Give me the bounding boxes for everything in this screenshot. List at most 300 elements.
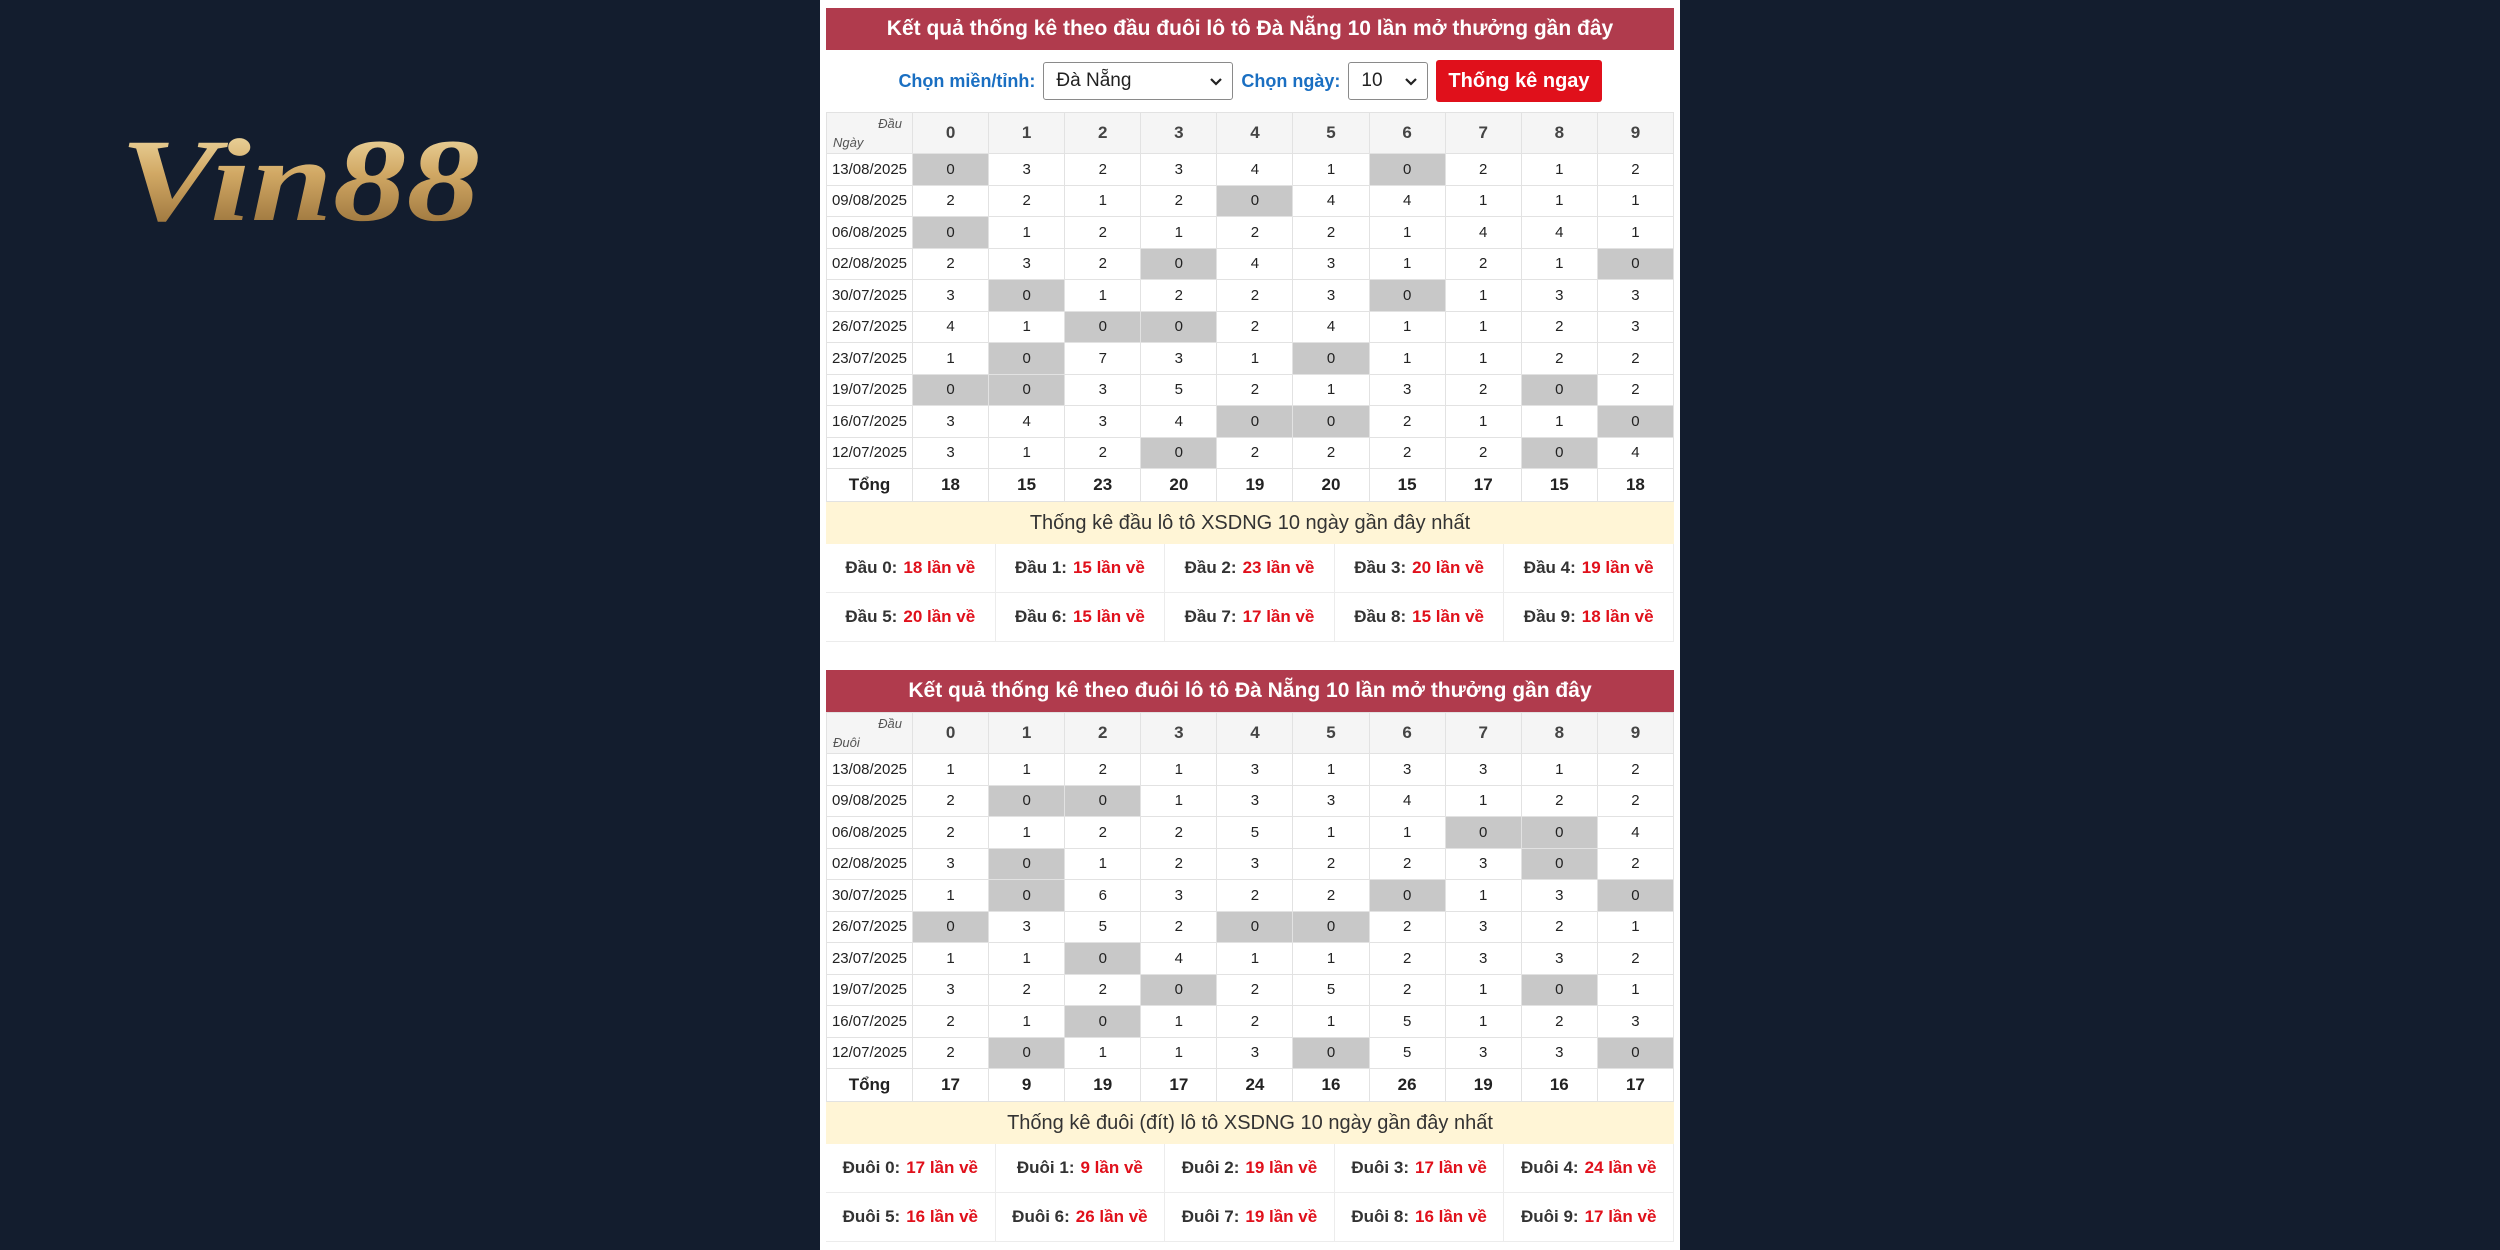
column-header: 2 [1065,113,1141,154]
count-cell: 2 [1217,311,1293,343]
summary-count: 26 lần về [1075,1207,1148,1226]
count-cell: 2 [1217,974,1293,1006]
tail-summary-title: Thống kê đuôi (đít) lô tô XSDNG 10 ngày gần đây nhất [826,1102,1674,1144]
count-cell: 1 [1141,1006,1217,1038]
summary-item [826,544,996,593]
column-header: 9 [1597,113,1673,154]
count-cell: 6 [1065,880,1141,912]
count-cell: 3 [989,154,1065,186]
count-cell: 0 [1217,406,1293,438]
count-cell: 3 [1597,280,1673,312]
column-header: 0 [913,113,989,154]
date-cell: 19/07/2025 [827,374,913,406]
summary-label: Đuôi 8: [1351,1207,1409,1226]
count-cell: 3 [1445,848,1521,880]
count-cell: 0 [1065,943,1141,975]
count-cell: 1 [1141,754,1217,786]
days-label: Chọn ngày: [1241,70,1341,91]
date-cell: 26/07/2025 [827,911,913,943]
corner-header [827,713,913,754]
count-cell: 4 [1445,217,1521,249]
count-cell: 3 [913,280,989,312]
column-header: 8 [1521,713,1597,754]
table-row [827,343,1674,375]
count-cell: 2 [1141,911,1217,943]
summary-count: 19 lần về [1245,1158,1318,1177]
summary-item [1504,1193,1674,1242]
count-cell: 1 [1445,311,1521,343]
total-cell: 17 [1445,469,1521,502]
count-cell: 2 [1141,817,1217,849]
count-cell: 3 [1521,1037,1597,1069]
total-cell: 16 [1293,1069,1369,1102]
count-cell: 1 [1445,343,1521,375]
count-cell: 1 [1065,185,1141,217]
summary-item [1335,1193,1505,1242]
summary-count: 17 lần về [1414,1158,1487,1177]
count-cell: 0 [1521,974,1597,1006]
count-cell: 4 [1521,217,1597,249]
date-cell: 30/07/2025 [827,880,913,912]
summary-label: Đầu 2: [1184,558,1237,577]
count-cell: 2 [1293,848,1369,880]
count-cell: 2 [1521,911,1597,943]
count-cell: 2 [1597,374,1673,406]
column-header: 7 [1445,713,1521,754]
count-cell: 2 [1369,406,1445,438]
date-cell: 12/07/2025 [827,437,913,469]
count-cell: 0 [913,911,989,943]
summary-item [996,1193,1166,1242]
table-row [827,911,1674,943]
summary-count: 18 lần về [1581,607,1654,626]
count-cell: 0 [913,154,989,186]
count-cell: 1 [1445,785,1521,817]
count-cell: 1 [1597,185,1673,217]
total-row [827,1069,1674,1102]
summary-label: Đuôi 2: [1181,1158,1240,1177]
count-cell: 0 [1141,311,1217,343]
province-select[interactable] [1043,62,1233,100]
count-cell: 0 [989,785,1065,817]
tail-summary-grid [826,1144,1674,1242]
column-header: 9 [1597,713,1673,754]
count-cell: 1 [1141,1037,1217,1069]
summary-label: Đầu 3: [1354,558,1407,577]
corner-bottom-label: Ngày [833,135,864,150]
summary-item [996,1144,1166,1193]
summary-count: 16 lần về [906,1207,979,1226]
count-cell: 4 [1597,817,1673,849]
count-cell: 0 [1217,185,1293,217]
count-cell: 3 [1597,1006,1673,1038]
column-header: 1 [989,713,1065,754]
count-cell: 2 [1597,154,1673,186]
table-row [827,374,1674,406]
count-cell: 0 [989,848,1065,880]
count-cell: 3 [1521,280,1597,312]
total-cell: 16 [1521,1069,1597,1102]
summary-item [1335,1144,1505,1193]
total-cell: 15 [1521,469,1597,502]
summary-label: Đuôi 9: [1520,1207,1579,1226]
date-cell: 09/08/2025 [827,185,913,217]
column-header: 4 [1217,713,1293,754]
total-label: Tổng [827,1069,913,1102]
total-cell: 18 [913,469,989,502]
count-cell: 1 [989,1006,1065,1038]
table-row [827,848,1674,880]
count-cell: 2 [1597,754,1673,786]
total-label: Tổng [827,469,913,502]
count-cell: 1 [1445,406,1521,438]
table-row [827,1006,1674,1038]
province-label: Chọn miền/tỉnh: [898,70,1036,91]
table-row [827,185,1674,217]
column-header: 1 [989,113,1065,154]
count-cell: 1 [1445,185,1521,217]
count-cell: 2 [1065,974,1141,1006]
corner-top-label: Đầu [878,716,902,731]
head-summary-grid [826,544,1674,642]
count-cell: 2 [1217,880,1293,912]
count-cell: 4 [1217,248,1293,280]
count-cell: 2 [1141,280,1217,312]
count-cell: 2 [913,185,989,217]
count-cell: 3 [913,406,989,438]
date-cell: 23/07/2025 [827,343,913,375]
total-cell: 24 [1217,1069,1293,1102]
count-cell: 2 [1445,374,1521,406]
count-cell: 0 [1521,817,1597,849]
count-cell: 0 [1369,880,1445,912]
summary-count: 20 lần về [1412,558,1484,577]
count-cell: 2 [1445,154,1521,186]
table-row [827,1037,1674,1069]
chevron-down-icon [1403,73,1419,89]
date-cell: 06/08/2025 [827,817,913,849]
table-row [827,974,1674,1006]
count-cell: 2 [1521,343,1597,375]
date-cell: 16/07/2025 [827,1006,913,1038]
count-cell: 4 [1217,154,1293,186]
summary-item [996,544,1166,593]
province-select-value: Đà Nẵng [1056,70,1132,91]
count-cell: 2 [1597,785,1673,817]
head-statistics-table [826,112,1674,502]
summary-item [1165,544,1335,593]
count-cell: 2 [1445,437,1521,469]
column-header: 5 [1293,113,1369,154]
count-cell: 0 [1445,817,1521,849]
table-row [827,754,1674,786]
count-cell: 0 [913,374,989,406]
tail-block-title: Kết quả thống kê theo đuôi lô tô Đà Nẵng 10 lần mở thưởng gần đây [826,670,1674,712]
total-row [827,469,1674,502]
count-cell: 1 [913,754,989,786]
summary-label: Đuôi 6: [1012,1207,1070,1226]
total-cell: 20 [1141,469,1217,502]
count-cell: 5 [1369,1006,1445,1038]
count-cell: 1 [1217,343,1293,375]
count-cell: 1 [1065,280,1141,312]
count-cell: 3 [1217,1037,1293,1069]
date-cell: 23/07/2025 [827,943,913,975]
count-cell: 1 [1293,754,1369,786]
total-cell: 19 [1065,1069,1141,1102]
date-cell: 26/07/2025 [827,311,913,343]
count-cell: 2 [1597,343,1673,375]
count-cell: 0 [989,1037,1065,1069]
count-cell: 2 [1369,911,1445,943]
count-cell: 1 [1521,185,1597,217]
table-body [827,154,1674,469]
column-header: 6 [1369,713,1445,754]
summary-label: Đuôi 0: [842,1158,901,1177]
summary-count: 23 lần về [1242,558,1315,577]
table-row [827,880,1674,912]
count-cell: 1 [1521,154,1597,186]
count-cell: 1 [1217,943,1293,975]
head-tail-statistics-block [826,8,1674,642]
count-cell: 1 [1445,880,1521,912]
count-cell: 2 [1369,848,1445,880]
count-cell: 1 [1521,754,1597,786]
count-cell: 2 [1369,943,1445,975]
column-header: 3 [1141,113,1217,154]
count-cell: 0 [1293,911,1369,943]
count-cell: 2 [1065,248,1141,280]
count-cell: 2 [989,974,1065,1006]
date-cell: 19/07/2025 [827,974,913,1006]
count-cell: 0 [989,374,1065,406]
date-cell: 16/07/2025 [827,406,913,438]
count-cell: 2 [1369,437,1445,469]
table-header-row [827,113,1674,154]
count-cell: 0 [1597,248,1673,280]
vin88-logo [118,112,490,242]
submit-statistics-button[interactable]: Thống kê ngay [1436,60,1601,102]
count-cell: 0 [989,880,1065,912]
days-select[interactable] [1348,62,1428,100]
count-cell: 3 [1521,880,1597,912]
count-cell: 2 [913,248,989,280]
table-row [827,248,1674,280]
count-cell: 1 [913,343,989,375]
count-cell: 1 [989,311,1065,343]
count-cell: 2 [1521,311,1597,343]
count-cell: 0 [1293,343,1369,375]
count-cell: 1 [989,217,1065,249]
summary-item [1504,593,1674,642]
count-cell: 1 [1521,406,1597,438]
summary-item [1504,544,1674,593]
corner-header [827,113,913,154]
count-cell: 0 [1065,785,1141,817]
count-cell: 1 [989,817,1065,849]
total-cell: 19 [1445,1069,1521,1102]
table-row [827,437,1674,469]
column-header: 0 [913,713,989,754]
summary-label: Đầu 0: [845,558,898,577]
logo-text: Vin88 [120,115,480,242]
count-cell: 3 [1141,154,1217,186]
count-cell: 2 [1521,1006,1597,1038]
count-cell: 3 [989,911,1065,943]
summary-item [1335,593,1505,642]
count-cell: 3 [1445,911,1521,943]
count-cell: 1 [1597,974,1673,1006]
table-row [827,311,1674,343]
count-cell: 2 [913,785,989,817]
count-cell: 1 [913,880,989,912]
summary-count: 24 lần về [1584,1158,1657,1177]
summary-count: 15 lần về [1412,607,1484,626]
count-cell: 0 [1141,974,1217,1006]
table-row [827,943,1674,975]
summary-count: 15 lần về [1072,607,1145,626]
count-cell: 1 [1293,943,1369,975]
count-cell: 3 [913,848,989,880]
tail-statistics-table [826,712,1674,1102]
date-cell: 02/08/2025 [827,248,913,280]
count-cell: 3 [1217,754,1293,786]
count-cell: 0 [989,343,1065,375]
count-cell: 3 [1293,248,1369,280]
count-cell: 4 [1293,311,1369,343]
date-cell: 13/08/2025 [827,754,913,786]
count-cell: 0 [989,280,1065,312]
filter-form [826,50,1674,112]
count-cell: 4 [1141,943,1217,975]
summary-count: 19 lần về [1245,1207,1318,1226]
count-cell: 1 [1521,248,1597,280]
count-cell: 1 [1293,374,1369,406]
count-cell: 2 [1369,974,1445,1006]
total-cell: 26 [1369,1069,1445,1102]
table-row [827,154,1674,186]
column-header: 8 [1521,113,1597,154]
count-cell: 2 [1293,880,1369,912]
count-cell: 5 [1141,374,1217,406]
count-cell: 3 [1369,374,1445,406]
count-cell: 3 [989,248,1065,280]
total-cell: 18 [1597,469,1673,502]
count-cell: 2 [1065,817,1141,849]
count-cell: 3 [1065,406,1141,438]
count-cell: 2 [1217,217,1293,249]
head-tail-block-title: Kết quả thống kê theo đầu đuôi lô tô Đà Nẵng 10 lần mở thưởng gần đây [826,8,1674,50]
summary-count: 18 lần về [903,558,976,577]
total-cell: 15 [989,469,1065,502]
count-cell: 2 [1141,185,1217,217]
summary-item [826,593,996,642]
count-cell: 1 [1141,785,1217,817]
count-cell: 1 [989,437,1065,469]
table-header-row [827,713,1674,754]
date-cell: 12/07/2025 [827,1037,913,1069]
count-cell: 1 [1293,817,1369,849]
count-cell: 4 [1293,185,1369,217]
total-cell: 9 [989,1069,1065,1102]
summary-count: 17 lần về [906,1158,979,1177]
count-cell: 5 [1293,974,1369,1006]
count-cell: 1 [1445,974,1521,1006]
count-cell: 0 [913,217,989,249]
count-cell: 2 [1445,248,1521,280]
count-cell: 3 [1217,785,1293,817]
chevron-down-icon [1208,73,1224,89]
count-cell: 3 [913,437,989,469]
column-header: 7 [1445,113,1521,154]
count-cell: 1 [1369,248,1445,280]
summary-item [1165,1144,1335,1193]
count-cell: 2 [1597,943,1673,975]
days-select-value: 10 [1361,70,1383,91]
table-row [827,785,1674,817]
count-cell: 2 [1065,754,1141,786]
summary-label: Đầu 5: [845,607,898,626]
summary-label: Đầu 1: [1014,558,1067,577]
summary-label: Đầu 7: [1184,607,1237,626]
date-cell: 06/08/2025 [827,217,913,249]
count-cell: 3 [913,974,989,1006]
summary-label: Đuôi 3: [1351,1158,1409,1177]
count-cell: 2 [1521,785,1597,817]
count-cell: 4 [913,311,989,343]
summary-label: Đuôi 1: [1016,1158,1075,1177]
count-cell: 0 [1521,848,1597,880]
table-row [827,217,1674,249]
count-cell: 2 [913,1006,989,1038]
count-cell: 1 [1597,911,1673,943]
count-cell: 1 [1445,1006,1521,1038]
count-cell: 1 [1141,217,1217,249]
table-body [827,754,1674,1069]
count-cell: 3 [1293,280,1369,312]
summary-item [826,1193,996,1242]
count-cell: 3 [1445,754,1521,786]
count-cell: 1 [1445,280,1521,312]
total-cell: 17 [913,1069,989,1102]
count-cell: 2 [1217,437,1293,469]
count-cell: 7 [1065,343,1141,375]
count-cell: 1 [1293,154,1369,186]
corner-top-label: Đầu [878,116,902,131]
count-cell: 2 [1065,217,1141,249]
count-cell: 1 [1369,343,1445,375]
count-cell: 3 [1217,848,1293,880]
total-cell: 17 [1597,1069,1673,1102]
count-cell: 0 [1293,1037,1369,1069]
count-cell: 4 [1369,185,1445,217]
corner-bottom-label: Đuôi [833,735,860,750]
total-cell: 17 [1141,1069,1217,1102]
summary-count: 16 lần về [1414,1207,1487,1226]
count-cell: 1 [989,754,1065,786]
count-cell: 1 [1065,848,1141,880]
count-cell: 4 [1597,437,1673,469]
column-header: 6 [1369,113,1445,154]
count-cell: 2 [1217,374,1293,406]
summary-item [826,1144,996,1193]
count-cell: 0 [1521,374,1597,406]
head-summary-title: Thống kê đầu lô tô XSDNG 10 ngày gần đây nhất [826,502,1674,544]
count-cell: 0 [1521,437,1597,469]
summary-item [1335,544,1505,593]
count-cell: 5 [1369,1037,1445,1069]
date-cell: 09/08/2025 [827,785,913,817]
